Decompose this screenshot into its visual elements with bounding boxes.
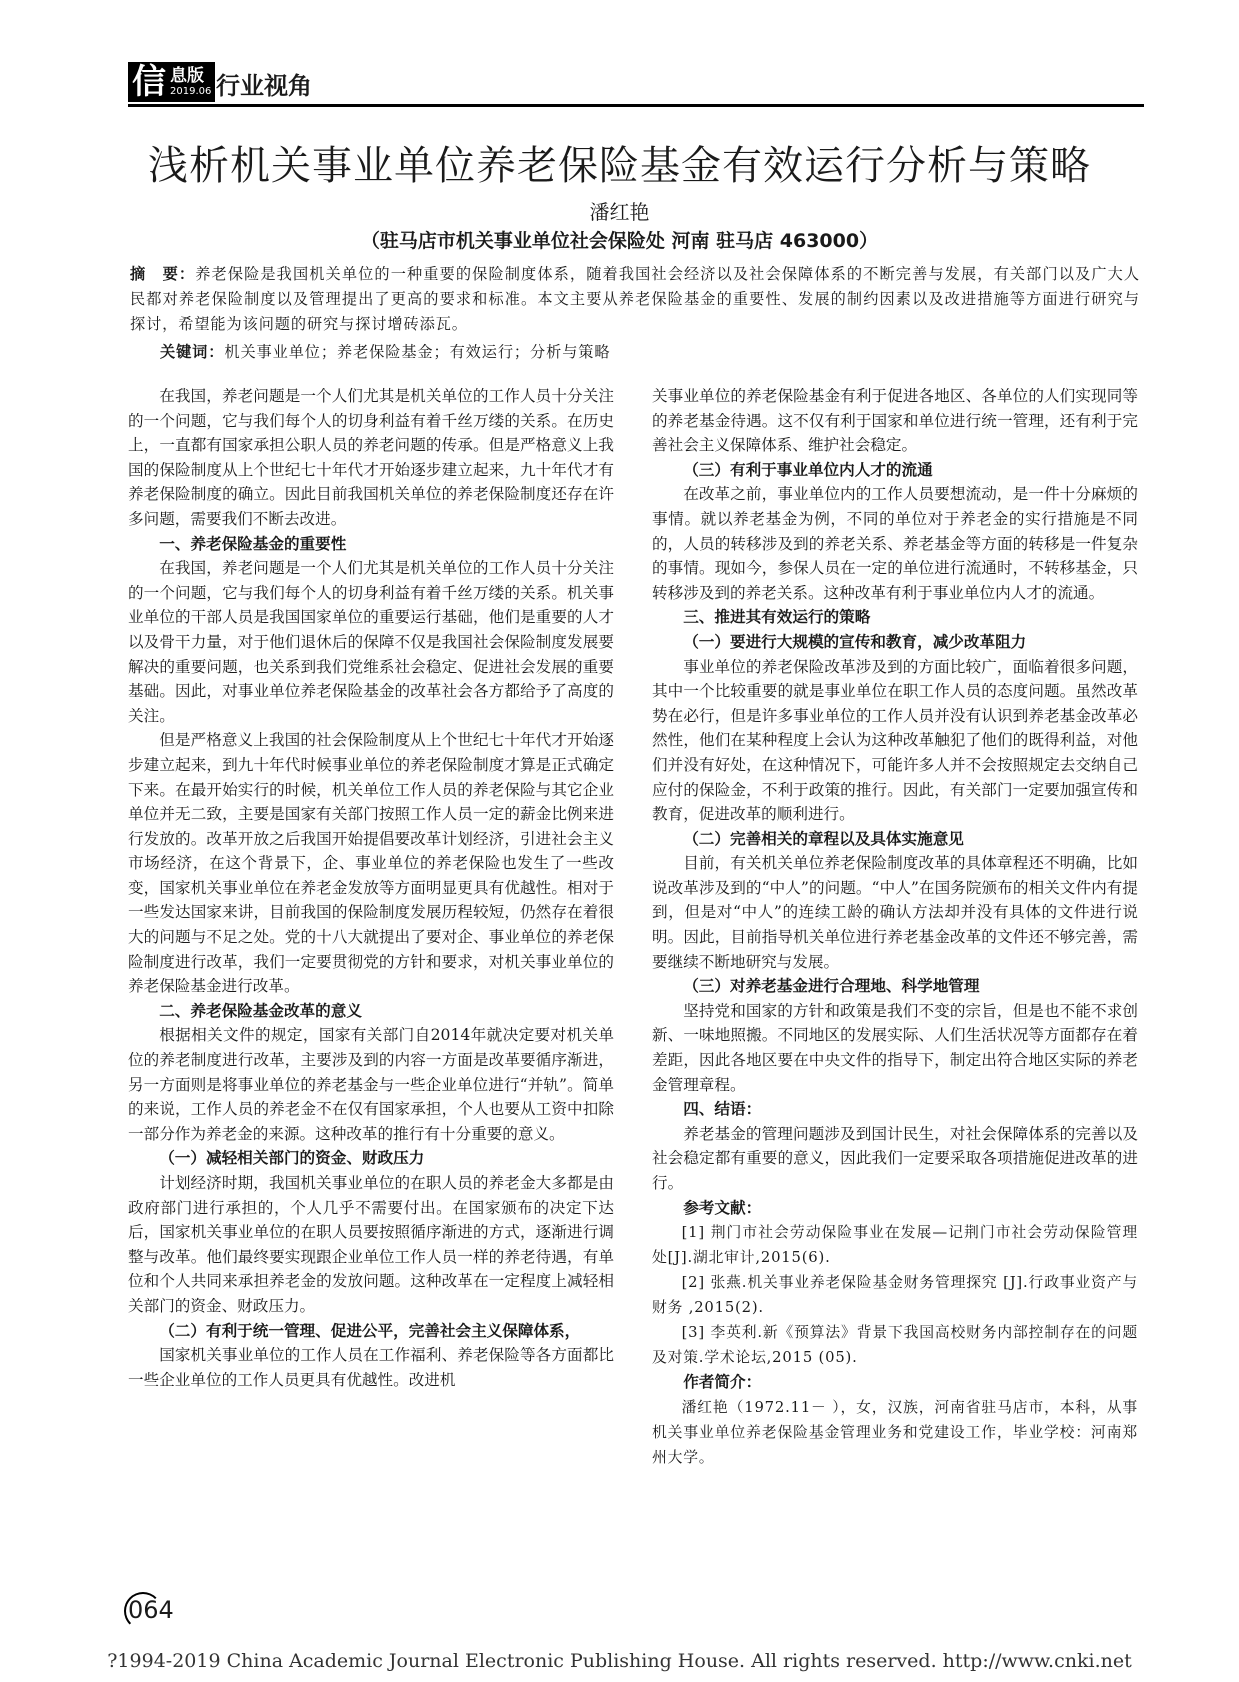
section-heading: 二、养老保险基金改革的意义 bbox=[159, 1001, 362, 1020]
left-column bbox=[128, 384, 614, 1392]
author-bio: 潘红艳（1972.11－ ），女，汉族，河南省驻马店市，本科，从事机关事业单位养老保险基金管理业务和党建设工作，毕业学校：河南郑州大学。 bbox=[652, 1398, 1138, 1466]
reference-item: [3] 李英利.新《预算法》背景下我国高校财务内部控制存在的问题及对策.学术论坛,2015 (05). bbox=[652, 1324, 1138, 1367]
paragraph: 养老基金的管理问题涉及到国计民生，对社会保障体系的完善以及社会稳定都有重要的意义，因此我们一定要采取各项措施促进改革的进行。 bbox=[652, 1124, 1138, 1192]
author-name: 潘红艳 bbox=[589, 200, 650, 224]
paragraph: 国家机关事业单位的工作人员在工作福利、养老保险等各方面都比一些企业单位的工作人员更具有优越性。改进机 bbox=[128, 1346, 614, 1389]
page-number: 064 bbox=[128, 1596, 174, 1624]
subsection-heading: （三）对养老基金进行合理地、科学地管理 bbox=[683, 977, 980, 996]
subsection-heading: （二）有利于统一管理、促进公平，完善社会主义保障体系， bbox=[159, 1321, 581, 1340]
subsection-heading: （一）要进行大规模的宣传和教育，减少改革阻力 bbox=[683, 632, 1027, 651]
paragraph: 目前，有关机关单位养老保险制度改革的具体章程还不明确，比如说改革涉及到的“中人”的问题。“中人”在国务院颁布的相关文件内有提到，但是对“中人”的连续工龄的确认方法却并没有具体的文件进行说明。因此，目前指导机关单位进行养老基金改革的文件还不够完善，需要继续不断地研究与发展。 bbox=[652, 854, 1138, 971]
section-name: 行业视角 bbox=[216, 72, 312, 100]
paragraph: 关事业单位的养老保险基金有利于促进各地区、各单位的人们实现同等的养老基金待遇。这不仅有利于国家和单位进行统一管理，还有利于完善社会主义保障体系、维护社会稳定。 bbox=[652, 387, 1138, 455]
reference-item: [2] 张燕.机关事业养老保险基金财务管理探究 [J].行政事业资产与财务 ,2015(2). bbox=[652, 1274, 1138, 1317]
paragraph: 在我国，养老问题是一个人们尤其是机关单位的工作人员十分关注的一个问题，它与我们每个人的切身利益有着千丝万缕的关系。在历史上，一直都有国家承担公职人员的养老问题的传承。但是严格意义上我国的保险制度从上个世纪七十年代才开始逐步建立起来，九十年代才有养老保险制度的确立。因此目前我国机关单位的养老保险制度还存在许多问题，需要我们不断去改进。 bbox=[128, 387, 614, 528]
author-affiliation: （驻马店市机关事业单位社会保险处 河南 驻马店 463000） bbox=[360, 230, 879, 252]
logo-stack bbox=[170, 62, 215, 102]
paragraph: 在改革之前，事业单位内的工作人员要想流动，是一件十分麻烦的事情。就以养老基金为例，不同的单位对于养老金的实行措施是不同的，人员的转移涉及到的养老关系、养老基金等方面的转移是一件复杂的事情。现如今，参保人员在一定的单位进行流通时，不转移基金，只转移涉及到的养老关系。这种改革有利于事业单位内人才的流通。 bbox=[652, 485, 1138, 602]
article-title: 浅析机关事业单位养老保险基金有效运行分析与策略 bbox=[148, 143, 1091, 189]
section-heading: 一、养老保险基金的重要性 bbox=[159, 534, 347, 553]
keywords-text: 机关事业单位；养老保险基金；有效运行；分析与策略 bbox=[224, 343, 611, 361]
paragraph: 根据相关文件的规定，国家有关部门自2014年就决定要对机关单位的养老制度进行改革，主要涉及到的内容一方面是改革要循序渐进，另一方面则是将事业单位的养老基金与一些企业单位进行“并轨”。简单的来说，工作人员的养老金不在仅有国家承担，个人也要从工资中扣除一部分作为养老金的来源。这种改革的推行有十分重要的意义。 bbox=[128, 1026, 614, 1143]
copyright-footer: ?1994-2019 China Academic Journal Electronic Publishing House. All rights reserved. http://www.cnki.net bbox=[107, 1650, 1132, 1672]
paragraph: 计划经济时期，我国机关事业单位的在职人员的养老金大多都是由政府部门进行承担的，个人几乎不需要付出。在国家颁布的决定下达后，国家机关事业单位的在职人员要按照循序渐进的方式，逐渐进行调整与改革。他们最终要实现跟企业单位工作人员一样的养老待遇，有单位和个人共同来承担养老金的发放问题。这种改革在一定程度上减轻相关部门的资金、财政压力。 bbox=[128, 1174, 614, 1315]
journal-header bbox=[128, 62, 1144, 106]
reference-item: [1] 荆门市社会劳动保险事业在发展—记荆门市社会劳动保险管理处[J].湖北审计,2015(6). bbox=[652, 1224, 1138, 1267]
subsection-heading: （三）有利于事业单位内人才的流通 bbox=[683, 460, 933, 479]
keywords-label: 关键词： bbox=[160, 343, 225, 361]
paragraph: 事业单位的养老保险改革涉及到的方面比较广，面临着很多问题，其中一个比较重要的就是事业单位在职工作人员的态度问题。虽然改革势在必行，但是许多事业单位的工作人员并没有认识到养老基金改革必然性，他们在某种程度上会认为这种改革触犯了他们的既得利益，对他们并没有好处，在这种情况下，可能许多人并不会按照规定去交纳自己应付的保险金，不利于政策的推行。因此，有关部门一定要加强宣传和教育，促进改革的顺利进行。 bbox=[652, 657, 1138, 824]
logo-main-char: 信 bbox=[128, 62, 170, 102]
subsection-heading: （二）完善相关的章程以及具体实施意见 bbox=[683, 829, 964, 848]
author-bio-heading: 作者简介： bbox=[683, 1373, 762, 1392]
journal-logo bbox=[128, 62, 215, 102]
section-heading: 四、结语： bbox=[683, 1100, 762, 1119]
header-rule bbox=[128, 104, 1144, 107]
logo-sub: 息版 bbox=[170, 66, 204, 86]
references-heading: 参考文献： bbox=[683, 1198, 762, 1217]
right-column bbox=[652, 384, 1138, 1470]
keywords bbox=[160, 340, 1140, 365]
abstract bbox=[130, 262, 1140, 337]
abstract-text: 养老保险是我国机关单位的一种重要的保险制度体系，随着我国社会经济以及社会保障体系的不断完善与发展，有关部门以及广大人民都对养老保险制度以及管理提出了更高的要求和标准。本文主要从养老保险基金的重要性、发展的制约因素以及改进措施等方面进行研究与探讨，希望能为该问题的研究与探讨增砖添瓦。 bbox=[130, 265, 1141, 333]
paragraph: 在我国，养老问题是一个人们尤其是机关单位的工作人员十分关注的一个问题，它与我们每个人的切身利益有着千丝万缕的关系。机关事业单位的干部人员是我国国家单位的重要运行基础，他们是重要的人才以及骨干力量，对于他们退休后的保障不仅是我国社会保险制度发展要解决的重要问题，也关系到我们党维系社会稳定、促进社会发展的重要基础。因此，对事业单位养老保险基金的改革社会各方都给予了高度的关注。 bbox=[128, 559, 614, 725]
paragraph: 但是严格意义上我国的社会保险制度从上个世纪七十年代才开始逐步建立起来，到九十年代时候事业单位的养老保险制度才算是正式确定下来。在最开始实行的时候，机关单位工作人员的养老保险与其它企业单位并无二致，主要是国家有关部门按照工作人员一定的薪金比例来进行发放的。改革开放之后我国开始提倡要改革计划经济，引进社会主义市场经济，在这个背景下，企、事业单位的养老保险也发生了一些改变，国家机关事业单位在养老金发放等方面明显更具有优越性。相对于一些发达国家来讲，目前我国的保险制度发展历程较短，仍然存在着很大的问题与不足之处。党的十八大就提出了要对企、事业单位的养老保险制度进行改革，我们一定要贯彻党的方针和要求，对机关事业单位的养老保险基金进行改革。 bbox=[128, 731, 614, 996]
section-heading: 三、推进其有效运行的策略 bbox=[683, 608, 871, 627]
issue-date: 2019.06 bbox=[170, 86, 212, 97]
abstract-label: 摘 要： bbox=[130, 265, 196, 283]
subsection-heading: （一）减轻相关部门的资金、财政压力 bbox=[159, 1149, 425, 1168]
paragraph: 坚持党和国家的方针和政策是我们不变的宗旨，但是也不能不求创新、一味地照搬。不同地区的发展实际、人们生活状况等方面都存在着差距，因此各地区要在中央文件的指导下，制定出符合地区实际的养老金管理章程。 bbox=[652, 1001, 1138, 1094]
